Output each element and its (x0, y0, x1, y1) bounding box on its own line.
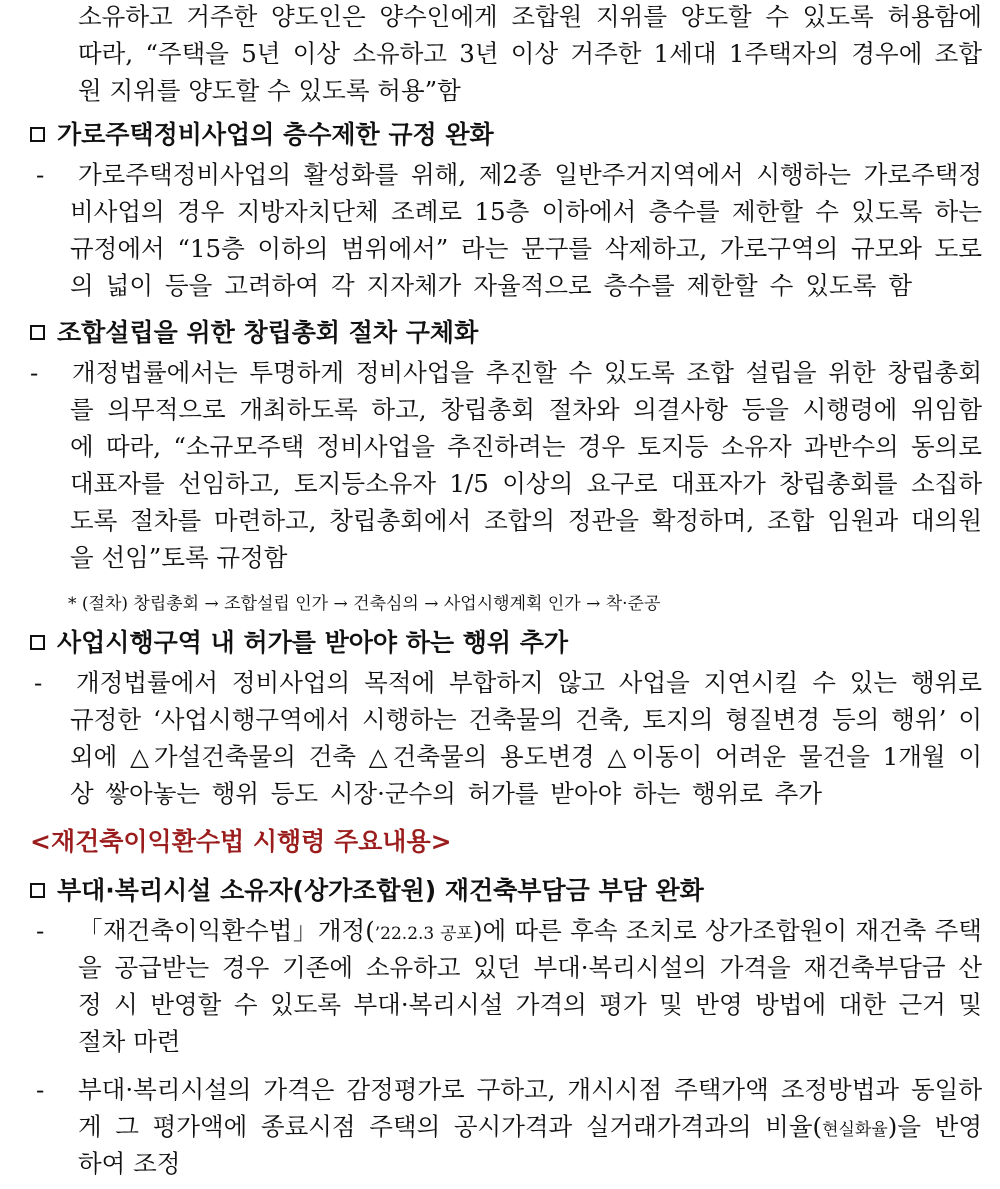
text-line: 절차 마련 (78, 1027, 181, 1056)
section-heading: 사업시행구역 내 허가를 받아야 하는 행위 추가 (30, 628, 568, 658)
checkbox-square-icon (30, 635, 45, 650)
procedure-note: * (절차) 창립총회 → 조합설립 인가 → 건축심의 → 사업시행계획 인가 → 착·준공 (68, 594, 661, 614)
dash-marker: - (36, 160, 45, 189)
text-line: 을 공급받는 경우 기존에 소유하고 있던 부대·복리시설의 가격을 재건축부담금 산 (78, 953, 982, 982)
bullet-line: - 개정법률에서 정비사업의 목적에 부합하지 않고 사업을 지연시킬 수 있는 행위로 (34, 668, 982, 697)
bullet-line: - 개정법률에서는 투명하게 정비사업을 추진할 수 있도록 조합 설립을 위한 창립총회 (30, 358, 982, 387)
text-line: 상 쌓아놓는 행위 등도 시장·군수의 허가를 받아야 하는 행위로 추가 (70, 779, 822, 808)
dash-marker: - (36, 1075, 45, 1104)
checkbox-square-icon (30, 883, 45, 898)
section-heading: 가로주택정비사업의 층수제한 규정 완화 (30, 120, 494, 150)
text-line: 에 따라, “소규모주택 정비사업을 추진하려는 경우 토지등 소유자 과반수의 동의로 (70, 432, 982, 461)
section-heading: 부대·복리시설 소유자(상가조합원) 재건축부담금 부담 완화 (30, 876, 704, 906)
text-line: 소유하고 거주한 양도인은 양수인에게 조합원 지위를 양도할 수 있도록 허용함에 (78, 2, 982, 31)
bullet-line: - 가로주택정비사업의 활성화를 위해, 제2종 일반주거지역에서 시행하는 가로주택정 (36, 160, 982, 189)
text-line: 를 의무적으로 개최하도록 하고, 창립총회 절차와 의결사항 등을 시행령에 위임함 (70, 395, 982, 424)
text-line: 비사업의 경우 지방자치단체 조례로 15층 이하에서 층수를 제한할 수 있도록 하는 (70, 197, 982, 226)
text-line: 외에 △가설건축물의 건축 △건축물의 용도변경 △이동이 어려운 물건을 1개월 이 (70, 742, 982, 771)
text-line: 원 지위를 양도할 수 있도록 허용”함 (78, 76, 461, 105)
text-line: 규정에서 “15층 이하의 범위에서” 라는 문구를 삭제하고, 가로구역의 규모와 도로 (70, 234, 982, 263)
checkbox-square-icon (30, 325, 45, 340)
text-line: 하여 조정 (78, 1149, 181, 1178)
bullet-line: - 「재건축이익환수법」개정(’22.2.3 공포)에 따른 후속 조치로 상가조합원이 재건축 주택 (36, 916, 982, 945)
text-line: 따라, “주택을 5년 이상 소유하고 3년 이상 거주한 1세대 1주택자의 경우에 조합 (78, 39, 982, 68)
text-line: 정 시 반영할 수 있도록 부대·복리시설 가격의 평가 및 반영 방법에 대한 근거 및 (78, 990, 982, 1019)
text-line: 대표자를 선임하고, 토지등소유자 1/5 이상의 요구로 대표자가 창립총회를 소집하 (70, 469, 982, 498)
section-heading: 조합설립을 위한 창립총회 절차 구체화 (30, 318, 478, 348)
dash-marker: - (34, 668, 43, 697)
text-line: 을 선임”토록 규정함 (70, 543, 288, 572)
bullet-line: - 부대·복리시설의 가격은 감정평가로 구하고, 개시시점 주택가액 조정방법과 동일하 (36, 1075, 982, 1104)
dash-marker: - (30, 358, 39, 387)
text-line: 규정한 ‘사업시행구역에서 시행하는 건축물의 건축, 토지의 형질변경 등의 행위’ 이 (70, 705, 982, 734)
text-line: 의 넓이 등을 고려하여 각 지자체가 자율적으로 층수를 제한할 수 있도록 함 (70, 271, 912, 300)
dash-marker: - (36, 916, 45, 945)
text-line: 도록 절차를 마련하고, 창립총회에서 조합의 정관을 확정하며, 조합 임원과 대의원 (70, 506, 982, 535)
subtitle: <재건축이익환수법 시행령 주요내용> (30, 827, 452, 856)
checkbox-square-icon (30, 127, 45, 142)
text-line: 게 그 평가액에 종료시점 주택의 공시가격과 실거래가격과의 비율(현실화율)을 반영 (78, 1112, 982, 1141)
